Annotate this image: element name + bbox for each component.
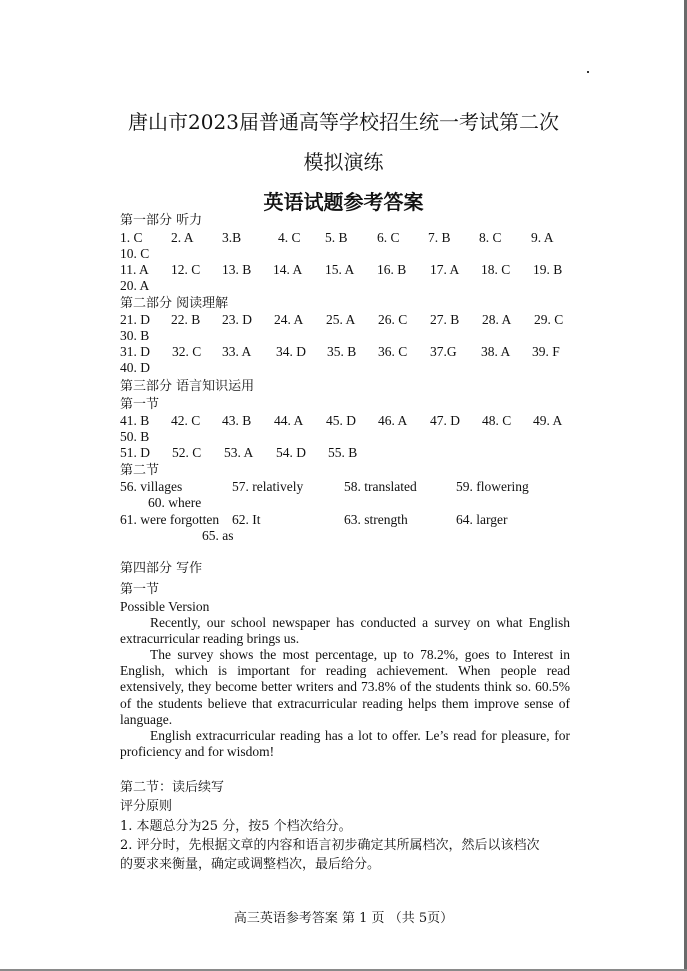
section-label: 第一节 — [120, 397, 160, 412]
answer-item: 8. C — [479, 230, 502, 245]
essay-text: The survey shows the most percentage, up to 78.2%, goes to Interest in English, which is important for reading achievement. When people read extensively, they become better writers and 73.8% of the students think so. 60.5% of the students believe that extracurricular reading helps them improve sense of language. — [120, 647, 570, 727]
answer-item: 22. B — [171, 312, 201, 327]
answer-key-title: 英语试题参考答案 — [263, 190, 424, 214]
section-label: 第一节 — [120, 582, 160, 597]
essay-paragraph — [120, 615, 570, 647]
answer-item: 11. A — [120, 262, 149, 277]
answer-item: 63. strength — [344, 512, 408, 527]
answer-item: 56. villages — [120, 479, 183, 494]
essay-paragraph — [120, 647, 570, 728]
answer-item: 39. F — [532, 344, 560, 359]
possible-version-label: Possible Version — [120, 599, 210, 614]
answer-item: 21. D — [120, 312, 150, 327]
answer-item: 18. C — [481, 262, 511, 277]
answer-item: 40. D — [120, 360, 150, 375]
answer-item: 29. C — [534, 312, 564, 327]
answer-item: 45. D — [326, 413, 356, 428]
answer-item: 47. D — [430, 413, 460, 428]
answer-item: 38. A — [481, 344, 511, 359]
answer-item: 3.B — [222, 230, 242, 245]
answer-item: 57. relatively — [232, 479, 304, 494]
answer-item: 12. C — [171, 262, 201, 277]
answer-item: 4. C — [278, 230, 301, 245]
answer-item: 42. C — [171, 413, 201, 428]
essay-text: English extracurricular reading has a lot to offer. Le’s read for pleasure, for proficiency and for wisdom! — [120, 728, 570, 760]
answer-item: 62. It — [232, 512, 261, 527]
answer-item: 15. A — [325, 262, 355, 277]
answer-item: 36. C — [378, 344, 408, 359]
answer-item: 44. A — [274, 413, 304, 428]
answer-item: 30. B — [120, 328, 150, 343]
essay-paragraph — [120, 728, 570, 760]
answer-item: 48. C — [482, 413, 512, 428]
answer-item: 53. A — [224, 445, 254, 460]
answer-item: 65. as — [202, 528, 234, 543]
answer-item: 26. C — [378, 312, 408, 327]
answer-item: 37.G — [430, 344, 457, 359]
answer-item: 28. A — [482, 312, 512, 327]
speck-mark — [587, 71, 589, 73]
answer-item: 9. A — [531, 230, 554, 245]
answer-item: 35. B — [327, 344, 357, 359]
answer-item: 58. translated — [344, 479, 417, 494]
answer-item: 5. B — [325, 230, 348, 245]
page-footer: 高三英语参考答案 第 1 页 （共 5页） — [233, 911, 454, 926]
answer-item: 17. A — [430, 262, 460, 277]
essay-text: Recently, our school newspaper has conducted a survey on what English extracurricular reading brings us. — [120, 615, 570, 647]
answer-item: 6. C — [377, 230, 400, 245]
answer-item: 59. flowering — [456, 479, 529, 494]
answer-item: 33. A — [222, 344, 252, 359]
answer-item: 25. A — [326, 312, 356, 327]
exam-subtitle: 模拟演练 — [303, 150, 384, 174]
answer-item: 13. B — [222, 262, 252, 277]
answer-item: 16. B — [377, 262, 407, 277]
answer-item: 51. D — [120, 445, 150, 460]
rule-item: 2. 评分时，先根据文章的内容和语言初步确定其所属档次，然后以该档次 — [120, 838, 540, 853]
answer-item: 60. where — [148, 495, 202, 510]
part4-heading: 第四部分 写作 — [120, 561, 203, 576]
answer-item: 1. C — [120, 230, 143, 245]
answer-item: 41. B — [120, 413, 150, 428]
part2-heading: 第二部分 阅读理解 — [120, 296, 229, 311]
answer-item: 43. B — [222, 413, 252, 428]
section-label: 第二节 — [120, 463, 160, 478]
answer-item: 54. D — [276, 445, 306, 460]
rule-item: 的要求来衡量，确定或调整档次，最后给分。 — [120, 857, 381, 872]
part3-heading: 第三部分 语言知识运用 — [120, 379, 255, 394]
answer-item: 31. D — [120, 344, 150, 359]
answer-item: 64. larger — [456, 512, 508, 527]
answer-item: 20. A — [120, 278, 150, 293]
answer-item: 50. B — [120, 429, 150, 444]
answer-item: 27. B — [430, 312, 460, 327]
criteria-label: 评分原则 — [120, 799, 173, 814]
answer-item: 52. C — [172, 445, 202, 460]
rule-item: 1. 本题总分为25 分，按5 个档次给分。 — [120, 819, 352, 834]
answer-item: 24. A — [274, 312, 304, 327]
answer-item: 46. A — [378, 413, 408, 428]
answer-item: 14. A — [273, 262, 303, 277]
answer-item: 23. D — [222, 312, 252, 327]
answer-item: 49. A — [533, 413, 563, 428]
answer-item: 32. C — [172, 344, 202, 359]
section-label: 第二节：读后续写 — [120, 780, 225, 795]
answer-item: 55. B — [328, 445, 358, 460]
answer-item: 34. D — [276, 344, 306, 359]
answer-item: 7. B — [428, 230, 451, 245]
answer-item: 10. C — [120, 246, 150, 261]
answer-item: 61. were forgotten — [120, 512, 220, 527]
part1-heading: 第一部分 听力 — [120, 213, 203, 228]
exam-title: 唐山市2023届普通高等学校招生统一考试第二次 — [128, 110, 559, 134]
answer-item: 2. A — [171, 230, 194, 245]
answer-item: 19. B — [533, 262, 563, 277]
